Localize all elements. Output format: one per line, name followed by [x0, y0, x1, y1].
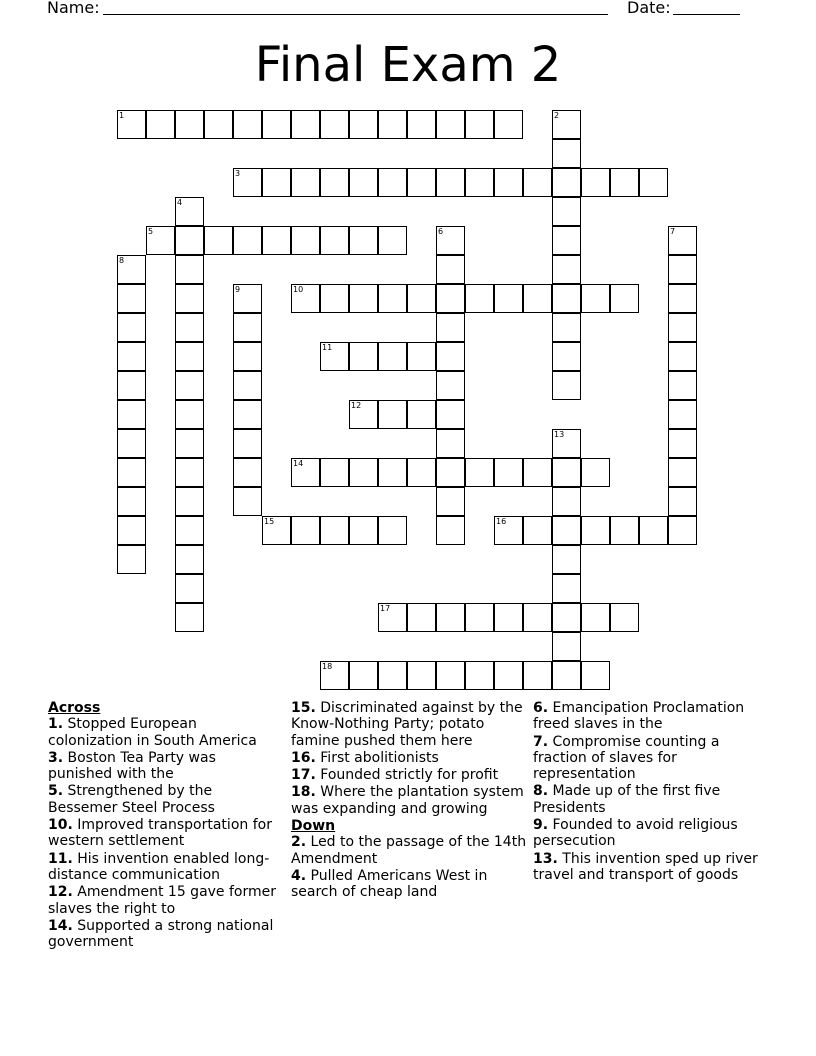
- crossword-cell[interactable]: [494, 603, 523, 632]
- clue-number: 9.: [533, 817, 549, 834]
- crossword-cell[interactable]: [552, 487, 581, 516]
- crossword-cell[interactable]: [175, 545, 204, 574]
- clue-across-11: [48, 851, 284, 884]
- crossword-cell[interactable]: [175, 342, 204, 371]
- crossword-cell[interactable]: [407, 661, 436, 690]
- clue-text: Led to the passage of the 14th Amendment: [291, 834, 527, 867]
- crossword-cell[interactable]: [117, 284, 146, 313]
- crossword-cell[interactable]: [610, 516, 639, 545]
- crossword-cell[interactable]: [233, 226, 262, 255]
- crossword-cell[interactable]: [494, 110, 523, 139]
- date-label: Date:: [627, 0, 671, 17]
- crossword-cell[interactable]: [552, 603, 581, 632]
- clue-number: 12.: [48, 884, 73, 901]
- crossword-cell[interactable]: [668, 487, 697, 516]
- clue-number: 13.: [533, 850, 558, 867]
- crossword-cell[interactable]: [262, 516, 291, 545]
- crossword-cell[interactable]: [465, 661, 494, 690]
- crossword-cell[interactable]: [668, 371, 697, 400]
- crossword-cell[interactable]: [552, 429, 581, 458]
- cell-clue-number: 17: [380, 604, 391, 613]
- crossword-cell[interactable]: [668, 255, 697, 284]
- clue-text: Where the plantation system was expanding and growing: [291, 784, 524, 817]
- crossword-cell[interactable]: [436, 313, 465, 342]
- crossword-cell[interactable]: [175, 255, 204, 284]
- crossword-cell[interactable]: [407, 603, 436, 632]
- clue-across-5: [48, 783, 284, 816]
- crossword-cell[interactable]: [552, 458, 581, 487]
- clue-down-13: [533, 851, 769, 884]
- crossword-cell[interactable]: [581, 284, 610, 313]
- crossword-cell[interactable]: [378, 400, 407, 429]
- crossword-cell[interactable]: [117, 516, 146, 545]
- crossword-cell[interactable]: [552, 255, 581, 284]
- crossword-cell[interactable]: [552, 545, 581, 574]
- crossword-cell[interactable]: [378, 458, 407, 487]
- crossword-cell[interactable]: [465, 284, 494, 313]
- cell-clue-number: 4: [177, 198, 183, 207]
- clue-down-2: [291, 834, 527, 867]
- cell-clue-number: 5: [148, 227, 154, 236]
- crossword-cell[interactable]: [291, 226, 320, 255]
- crossword-cell[interactable]: [668, 516, 697, 545]
- clue-across-3: [48, 750, 284, 783]
- crossword-cell[interactable]: [117, 487, 146, 516]
- crossword-cell[interactable]: [378, 284, 407, 313]
- crossword-cell[interactable]: [436, 255, 465, 284]
- crossword-cell[interactable]: [175, 226, 204, 255]
- crossword-cell[interactable]: [349, 342, 378, 371]
- crossword-cell[interactable]: [552, 226, 581, 255]
- crossword-cell[interactable]: [349, 400, 378, 429]
- crossword-cell[interactable]: [349, 661, 378, 690]
- crossword-cell[interactable]: [436, 516, 465, 545]
- crossword-cell[interactable]: [204, 226, 233, 255]
- page-title: Final Exam 2: [254, 37, 562, 93]
- cell-clue-number: 15: [264, 517, 275, 526]
- crossword-cell[interactable]: [233, 458, 262, 487]
- clue-text: First abolitionists: [320, 749, 439, 766]
- crossword-cell[interactable]: [262, 110, 291, 139]
- cell-clue-number: 13: [554, 430, 565, 439]
- crossword-cell[interactable]: [407, 342, 436, 371]
- clue-down-6: [533, 700, 769, 733]
- crossword-cell[interactable]: [465, 458, 494, 487]
- cell-clue-number: 6: [438, 227, 444, 236]
- crossword-cell[interactable]: [407, 110, 436, 139]
- clue-across-10: [48, 817, 284, 850]
- cell-clue-number: 16: [496, 517, 507, 526]
- clue-number: 7.: [533, 733, 549, 750]
- crossword-cell[interactable]: [436, 226, 465, 255]
- clue-number: 5.: [48, 783, 64, 800]
- crossword-cell[interactable]: [552, 284, 581, 313]
- clue-text: Compromise counting a fraction of slaves for representation: [533, 733, 720, 783]
- crossword-cell[interactable]: [407, 400, 436, 429]
- crossword-cell[interactable]: [233, 313, 262, 342]
- crossword-cell[interactable]: [668, 458, 697, 487]
- cell-clue-number: 11: [322, 343, 333, 352]
- crossword-cell[interactable]: [494, 661, 523, 690]
- clue-across-14: [48, 918, 284, 951]
- cell-clue-number: 1: [119, 111, 125, 120]
- cell-clue-number: 18: [322, 662, 333, 671]
- crossword-cell[interactable]: [668, 342, 697, 371]
- crossword-cell[interactable]: [523, 458, 552, 487]
- crossword-cell[interactable]: [436, 110, 465, 139]
- clues-column-3: [533, 700, 769, 884]
- clue-down-7: [533, 734, 769, 783]
- clue-number: 6.: [533, 700, 549, 716]
- crossword-cell[interactable]: [233, 284, 262, 313]
- clue-across-16: [291, 750, 527, 766]
- crossword-cell[interactable]: [378, 342, 407, 371]
- crossword-cell[interactable]: [668, 313, 697, 342]
- crossword-cell[interactable]: [552, 313, 581, 342]
- clue-down-4: [291, 868, 527, 901]
- crossword-cell[interactable]: [378, 168, 407, 197]
- crossword-cell[interactable]: [117, 255, 146, 284]
- crossword-cell[interactable]: [465, 603, 494, 632]
- crossword-cell[interactable]: [233, 371, 262, 400]
- crossword-cell[interactable]: [117, 545, 146, 574]
- crossword-cell[interactable]: [552, 139, 581, 168]
- crossword-cell[interactable]: [320, 342, 349, 371]
- crossword-cell[interactable]: [436, 168, 465, 197]
- crossword-cell[interactable]: [117, 342, 146, 371]
- crossword-cell[interactable]: [349, 168, 378, 197]
- clue-across-1: [48, 716, 284, 749]
- crossword-cell[interactable]: [581, 603, 610, 632]
- crossword-cell[interactable]: [117, 110, 146, 139]
- clue-number: 14.: [48, 917, 73, 934]
- clue-text: Improved transportation for western settlement: [48, 817, 272, 850]
- clue-number: 18.: [291, 784, 316, 801]
- crossword-cell[interactable]: [436, 487, 465, 516]
- clue-text: Discriminated against by the Know-Nothing Party; potato famine pushed them here: [291, 700, 523, 749]
- crossword-cell[interactable]: [581, 661, 610, 690]
- clue-number: 4.: [291, 867, 307, 884]
- crossword-cell[interactable]: [523, 603, 552, 632]
- crossword-cell[interactable]: [320, 284, 349, 313]
- crossword-cell[interactable]: [523, 516, 552, 545]
- crossword-cell[interactable]: [494, 168, 523, 197]
- crossword-cell[interactable]: [378, 661, 407, 690]
- crossword-cell[interactable]: [668, 226, 697, 255]
- crossword-cell[interactable]: [436, 429, 465, 458]
- crossword-cell[interactable]: [291, 284, 320, 313]
- crossword-cell[interactable]: [175, 284, 204, 313]
- crossword-cell[interactable]: [117, 458, 146, 487]
- crossword-cell[interactable]: [668, 400, 697, 429]
- down-heading: Down: [291, 818, 336, 835]
- crossword-cell[interactable]: [436, 371, 465, 400]
- crossword-cell[interactable]: [349, 226, 378, 255]
- cell-clue-number: 10: [293, 285, 304, 294]
- crossword-cell[interactable]: [291, 458, 320, 487]
- crossword-cell[interactable]: [523, 661, 552, 690]
- clue-text: Strengthened by the Bessemer Steel Process: [48, 783, 215, 816]
- clue-number: 16.: [291, 749, 316, 766]
- crossword-cell[interactable]: [320, 458, 349, 487]
- clue-down-9: [533, 817, 769, 850]
- cell-clue-number: 12: [351, 401, 362, 410]
- crossword-cell[interactable]: [146, 110, 175, 139]
- crossword-cell[interactable]: [494, 284, 523, 313]
- clue-number: 10.: [48, 817, 73, 834]
- crossword-cell[interactable]: [523, 284, 552, 313]
- crossword-cell[interactable]: [349, 110, 378, 139]
- crossword-cell[interactable]: [465, 110, 494, 139]
- crossword-cell[interactable]: [233, 168, 262, 197]
- crossword-cell[interactable]: [552, 371, 581, 400]
- crossword-cell[interactable]: [320, 661, 349, 690]
- crossword-cell[interactable]: [552, 168, 581, 197]
- crossword-cell[interactable]: [262, 168, 291, 197]
- crossword-cell[interactable]: [349, 284, 378, 313]
- crossword-cell[interactable]: [639, 168, 668, 197]
- crossword-cell[interactable]: [233, 429, 262, 458]
- clue-across-15: [291, 700, 527, 749]
- clue-number: 11.: [48, 850, 73, 867]
- crossword-cell[interactable]: [552, 342, 581, 371]
- crossword-cell[interactable]: [378, 603, 407, 632]
- crossword-cell[interactable]: [610, 284, 639, 313]
- crossword-cell[interactable]: [175, 603, 204, 632]
- crossword-cell[interactable]: [175, 110, 204, 139]
- clue-text: Emancipation Proclamation freed slaves in the: [533, 700, 745, 733]
- crossword-cell[interactable]: [233, 487, 262, 516]
- crossword-cell[interactable]: [610, 603, 639, 632]
- crossword-cell[interactable]: [320, 226, 349, 255]
- clue-number: 3.: [48, 749, 64, 766]
- crossword-cell[interactable]: [117, 400, 146, 429]
- crossword-cell[interactable]: [378, 516, 407, 545]
- crossword-cell[interactable]: [436, 661, 465, 690]
- clue-text: His invention enabled long-distance communication: [48, 850, 270, 883]
- crossword-cell[interactable]: [639, 516, 668, 545]
- crossword-cell[interactable]: [117, 371, 146, 400]
- cell-clue-number: 14: [293, 459, 304, 468]
- crossword-cell[interactable]: [407, 284, 436, 313]
- crossword-cell[interactable]: [436, 603, 465, 632]
- clue-text: Founded strictly for profit: [320, 767, 499, 784]
- crossword-cell[interactable]: [523, 168, 552, 197]
- clue-text: Amendment 15 gave former slaves the right to: [48, 884, 277, 917]
- crossword-cell[interactable]: [552, 632, 581, 661]
- crossword-cell[interactable]: [175, 313, 204, 342]
- crossword-cell[interactable]: [552, 516, 581, 545]
- crossword-cell[interactable]: [175, 458, 204, 487]
- crossword-cell[interactable]: [175, 574, 204, 603]
- crossword-cell[interactable]: [581, 516, 610, 545]
- clue-number: 1.: [48, 716, 64, 733]
- clue-text: Founded to avoid religious persecution: [533, 817, 738, 850]
- clue-number: 8.: [533, 783, 549, 800]
- crossword-cell[interactable]: [407, 458, 436, 487]
- across-heading: Across: [48, 700, 101, 716]
- clue-text: This invention sped up river travel and transport of goods: [533, 850, 758, 883]
- clue-across-17: [291, 767, 527, 783]
- crossword-cell[interactable]: [407, 168, 436, 197]
- crossword-cell[interactable]: [465, 168, 494, 197]
- crossword-cell[interactable]: [581, 168, 610, 197]
- crossword-cell[interactable]: [291, 516, 320, 545]
- clue-down-8: [533, 783, 769, 816]
- clue-number: 17.: [291, 767, 316, 784]
- crossword-cell[interactable]: [291, 168, 320, 197]
- crossword-cell[interactable]: [175, 487, 204, 516]
- crossword-cell[interactable]: [204, 110, 233, 139]
- crossword-cell[interactable]: [349, 516, 378, 545]
- crossword-cell[interactable]: [494, 458, 523, 487]
- crossword-cell[interactable]: [320, 110, 349, 139]
- crossword-cell[interactable]: [320, 516, 349, 545]
- clue-text: Supported a strong national government: [48, 917, 274, 951]
- cell-clue-number: 7: [670, 227, 676, 236]
- crossword-cell[interactable]: [320, 168, 349, 197]
- crossword-cell[interactable]: [378, 110, 407, 139]
- crossword-cell[interactable]: [552, 661, 581, 690]
- clue-text: Pulled Americans West in search of cheap land: [291, 867, 488, 901]
- crossword-cell[interactable]: [581, 458, 610, 487]
- crossword-cell[interactable]: [552, 110, 581, 139]
- crossword-cell[interactable]: [117, 313, 146, 342]
- crossword-cell[interactable]: [378, 226, 407, 255]
- clue-text: Boston Tea Party was punished with the: [48, 749, 216, 783]
- crossword-cell[interactable]: [233, 342, 262, 371]
- crossword-cell[interactable]: [349, 458, 378, 487]
- crossword-cell[interactable]: [436, 284, 465, 313]
- clue-text: Made up of the first five Presidents: [533, 783, 721, 816]
- clue-number: 2.: [291, 834, 307, 851]
- crossword-cell[interactable]: [233, 400, 262, 429]
- clue-number: 15.: [291, 700, 316, 716]
- cell-clue-number: 8: [119, 256, 125, 265]
- crossword-cell[interactable]: [436, 458, 465, 487]
- crossword-cell[interactable]: [233, 110, 262, 139]
- crossword-cell[interactable]: [291, 110, 320, 139]
- crossword-cell[interactable]: [552, 197, 581, 226]
- crossword-cell[interactable]: [175, 400, 204, 429]
- clue-across-12: [48, 884, 284, 917]
- crossword-cell[interactable]: [262, 226, 291, 255]
- crossword-cell[interactable]: [146, 226, 175, 255]
- crossword-cell[interactable]: [494, 516, 523, 545]
- name-label: Name:: [47, 0, 100, 17]
- crossword-cell[interactable]: [610, 168, 639, 197]
- clues-column-2: [291, 700, 527, 902]
- crossword-cell[interactable]: [436, 342, 465, 371]
- crossword-cell[interactable]: [552, 574, 581, 603]
- crossword-cell[interactable]: [436, 400, 465, 429]
- clue-across-18: [291, 784, 527, 817]
- crossword-cell[interactable]: [117, 429, 146, 458]
- cell-clue-number: 9: [235, 285, 241, 294]
- cell-clue-number: 2: [554, 111, 560, 120]
- crossword-cell[interactable]: [668, 429, 697, 458]
- crossword-cell[interactable]: [668, 284, 697, 313]
- crossword-cell[interactable]: [175, 197, 204, 226]
- crossword-cell[interactable]: [175, 516, 204, 545]
- crossword-cell[interactable]: [175, 429, 204, 458]
- cell-clue-number: 3: [235, 169, 241, 178]
- clue-text: Stopped European colonization in South America: [48, 716, 257, 749]
- crossword-cell[interactable]: [175, 371, 204, 400]
- clues-column-1: [48, 700, 284, 951]
